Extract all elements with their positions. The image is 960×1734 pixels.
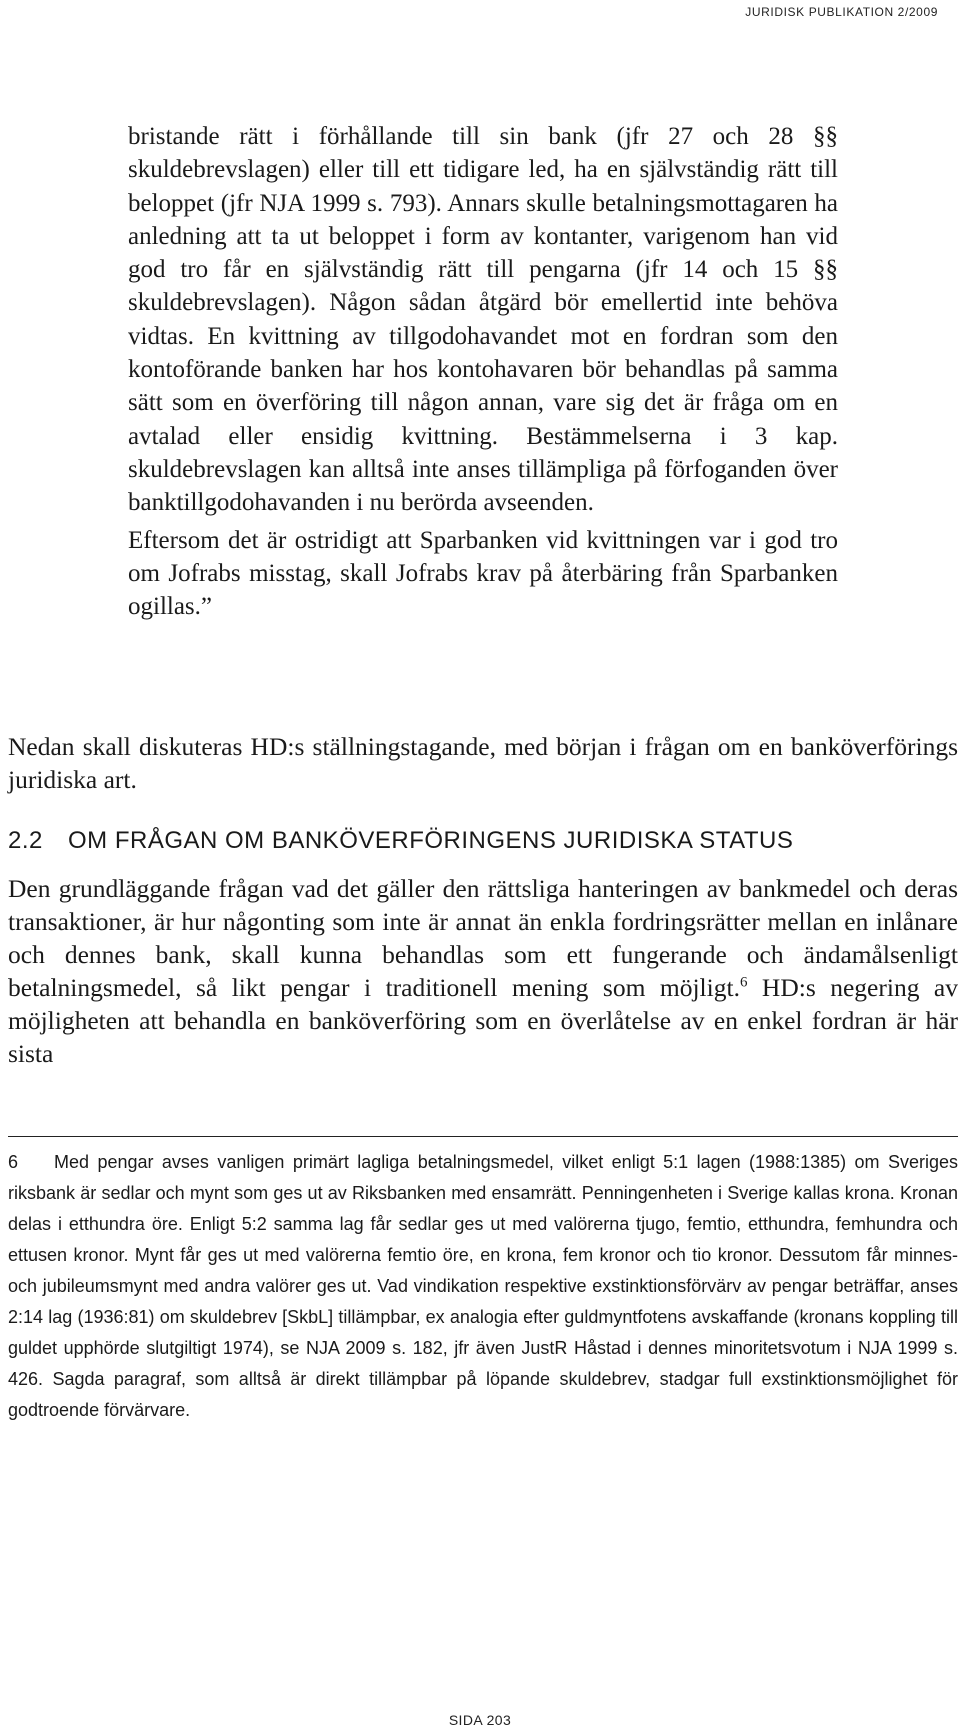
intro-paragraph: Nedan skall diskuteras HD:s ställningstagande, med början i frågan om en banköverförings juridiska art. [8,732,958,794]
main-paragraph [8,872,958,1070]
footnote-text: Med pengar avses vanligen primärt lagliga betalningsmedel, vilket enligt 5:1 lagen (1988:1385) om Sveriges riksbank är sedlar och mynt som ges ut av Riksbanken med ensamrätt. Penningenheten i Sverige kallas krona. Kronan delas i etthundra öre. Enligt 5:2 samma lag får sedlar ges ut med valörerna tjugo, femtio, etthundra, femhundra och ettusen kronor. Mynt får ges ut med valörerna femtio öre, en krona, fem kronor och tio kronor. Dessutom får minnes- och jubileumsmynt med andra valörer ges ut. Vad vindikation respektive exstinktionsförvärv av pengar beträffar, anses 2:14 lag (1936:81) om skuldebrev [SkbL] tillämpbar, ex analogia efter guldmyntfotens avskaffande (kronans koppling till guldet upphörde slutgiltigt 1974), se NJA 2009 s. 182, jfr även JustR Håstad i dennes minoritetsvotum i NJA 1999 s. 426. Sagda paragraf, som alltså är direkt tillämpbar på löpande skuldebrev, stadgar full exstinktionsmöjlighet för godtroende förvärvare. [8,1152,958,1420]
footnote-number: 6 [8,1152,19,1172]
footnote [8,1147,958,1426]
main-paragraph-continuation: HD:s negering av möjligheten att behandla en banköverföring som en överlåtelse av en enkel fordran är här sista [8,973,959,1068]
quote-paragraph: bristande rätt i förhållande till sin bank (jfr 27 och 28 §§ skuldebrevslagen) eller till ett tidigare led, ha en självständig rätt till beloppet (jfr NJA 1999 s. 793). Annars skulle betalningsmottagaren ha anledning att ta ut beloppet i form av kontanter, varigenom han vid god tro får en självständig rätt till pengarna (jfr 14 och 15 §§ skuldebrevslagen). Någon sådan åtgärd bör emellertid inte behöva vidtas. En kvittning av tillgodohavandet mot en fordran som den kontoförande banken har hos kontohavaren bör behandlas på samma sätt som en överföring till någon annan, vare sig det är fråga om en avtalad eller ensidig kvittning. Bestämmelserna i 3 kap. skuldebrevslagen kan alltså inte anses tillämpliga på förfoganden över banktillgodohavanden i nu berörda avseenden. [128,123,838,517]
section-heading [8,827,793,855]
main-paragraph-text: Den grundläggande frågan vad det gäller den rättsliga hanteringen av bankmedel och deras transaktioner, är hur någonting som inte är annat än enkla fordringsrätter mellan en inlånare och dennes bank, skall kunna behandlas som ett fungerande och ändamålsenligt betalningsmedel, så likt pengar i traditionell mening som möjligt. [8,874,958,1002]
running-header: JURIDISK PUBLIKATION 2/2009 [745,5,938,19]
footnote-divider [8,1136,958,1137]
page-number: SIDA 203 [448,1712,512,1728]
quoted-judgment-excerpt [128,120,838,623]
section-title: OM FRÅGAN OM BANKÖVERFÖRINGENS JURIDISKA STATUS [68,827,794,854]
quote-paragraph: Eftersom det är ostridigt att Sparbanken vid kvittningen var i god tro om Jofrabs misstag, skall Jofrabs krav på återbäring från Sparbanken ogillas.” [128,526,838,621]
section-number: 2.2 [8,827,43,854]
footnote-reference[interactable]: 6 [739,974,748,991]
